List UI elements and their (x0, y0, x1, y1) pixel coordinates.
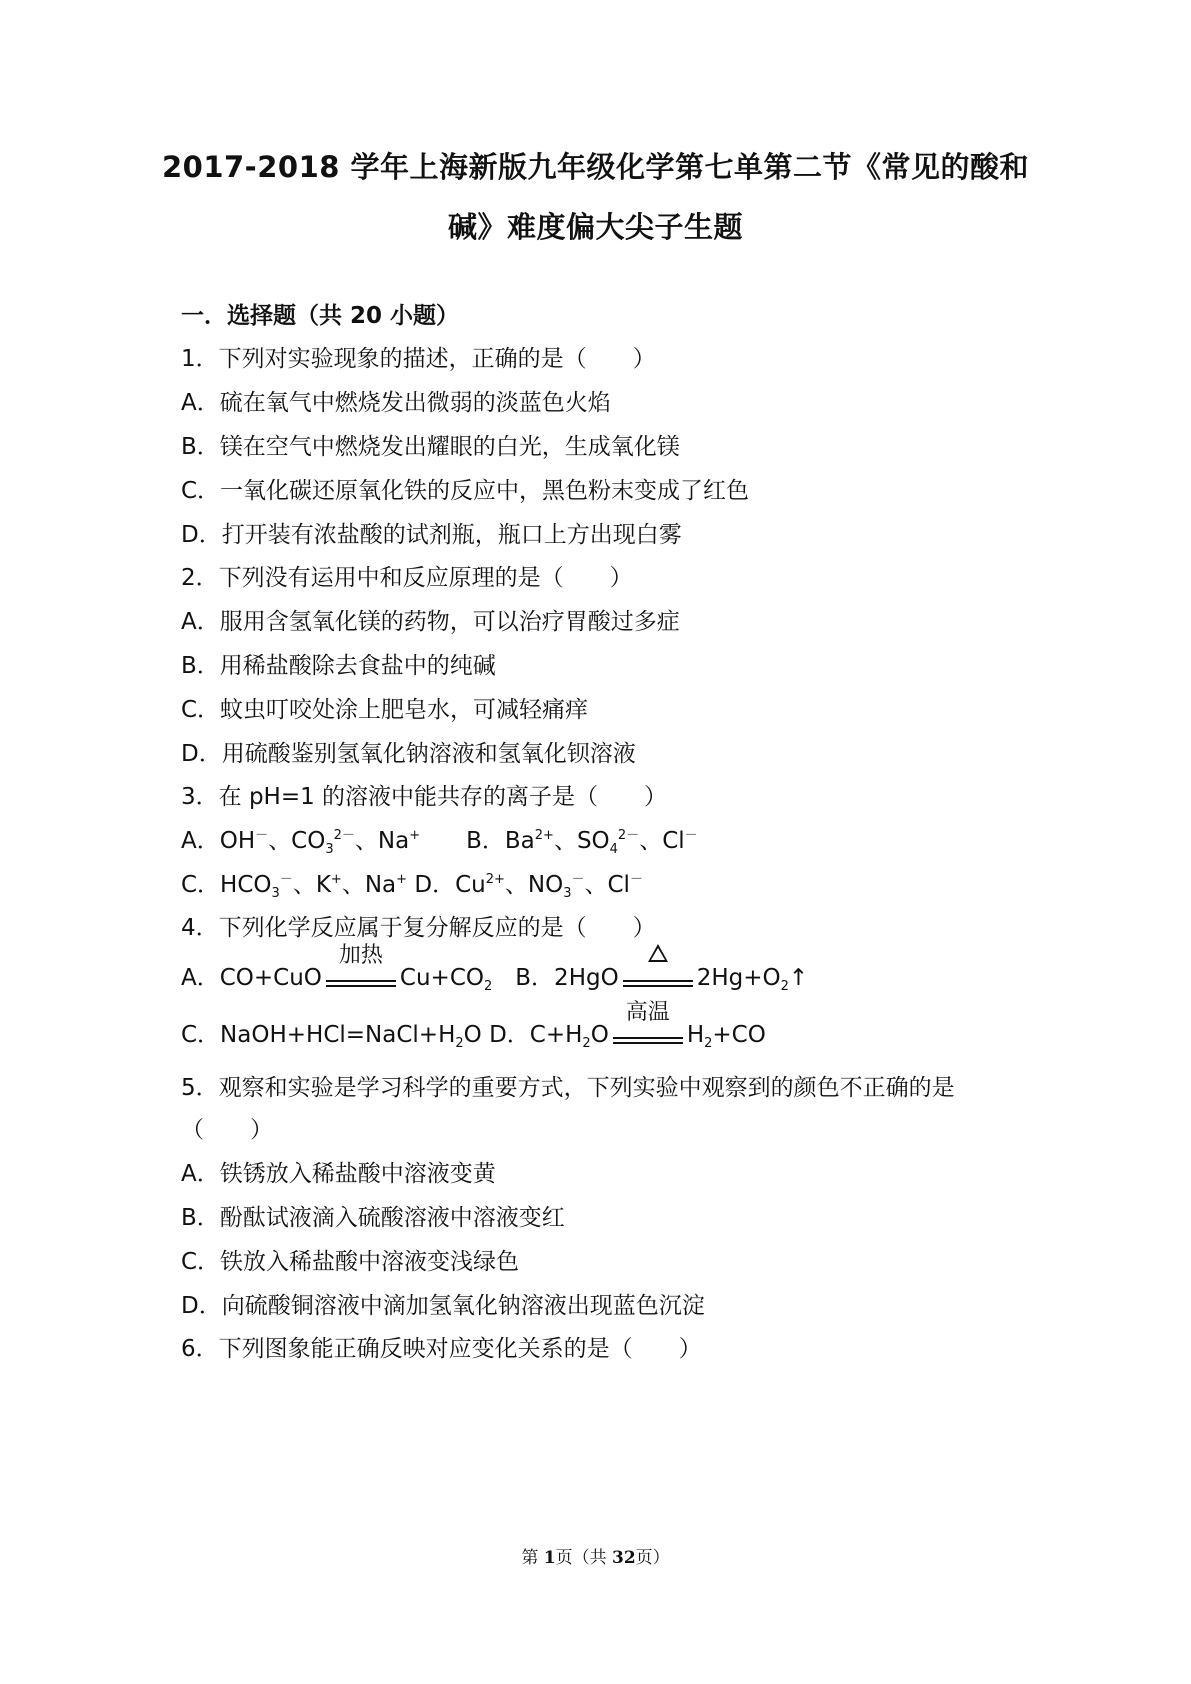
page-footer: 第 1页（共 32页） (521, 1548, 670, 1568)
condition-high-temp: 高温 (625, 1000, 670, 1025)
q1-option-c: C．一氧化碳还原氧化铁的反应中，黑色粉末变成了红色 (181, 478, 750, 504)
q3-stem: 3．在 pH=1 的溶液中能共存的离子是（ ） (181, 784, 668, 810)
q2-stem: 2．下列没有运用中和反应原理的是（ ） (181, 565, 633, 591)
q1-option-d: D．打开装有浓盐酸的试剂瓶，瓶口上方出现白雾 (181, 522, 682, 548)
delta-icon (619, 941, 697, 971)
page-title-line1: 2017-2018 学年上海新版九年级化学第七单第二节《常见的酸和 (161, 150, 1030, 184)
q3-options-ab: A．OH－、$CO_3^{2-}$、Na+ B．$Ba^{2+}$、$SO_4^{2-}$、Cl－ (181, 828, 698, 857)
q5-stem: 5．观察和实验是学习科学的重要方式，下列实验中观察到的颜色不正确的是 (181, 1075, 955, 1101)
q5-option-c: C．铁放入稀盐酸中溶液变浅绿色 (181, 1249, 520, 1275)
page-title-line2: 碱》难度偏大尖子生题 (447, 210, 743, 244)
q2-option-a: A．服用含氢氧化镁的药物，可以治疗胃酸过多症 (181, 609, 680, 635)
q4-options-ab: A．CO+CuO 加热 $Cu+CO_2$ B．2HgO $2Hg+O_2↑$ (181, 943, 809, 994)
condition-heat: 加热 (338, 943, 383, 968)
q4-stem: 4．下列化学反应属于复分解反应的是（ ） (181, 915, 656, 941)
q2-option-d: D．用硫酸鉴别氢氧化钠溶液和氢氧化钡溶液 (181, 741, 636, 767)
q2-option-c: C．蚊虫叮咬处涂上肥皂水，可减轻痛痒 (181, 697, 589, 723)
q3-options-cd: C．$HCO_3^-$、K+、Na+ D．$Cu^{2+}$、$NO_3^-$、Cl－ (181, 872, 643, 901)
page-total: 32 (611, 1548, 636, 1568)
q6-stem: 6．下列图象能正确反映对应变化关系的是（ ） (181, 1336, 702, 1362)
q5-paren: （ ） (181, 1117, 273, 1143)
reaction-arrow-heat (322, 943, 400, 993)
q1-option-a: A．硫在氧气中燃烧发出微弱的淡蓝色火焰 (181, 390, 611, 416)
section-heading: 一．选择题（共 20 小题） (181, 303, 460, 329)
q5-option-d: D．向硫酸铜溶液中滴加氢氧化钠溶液出现蓝色沉淀 (181, 1293, 705, 1319)
reaction-arrow-delta (619, 963, 697, 993)
q1-stem: 1．下列对实验现象的描述，正确的是（ ） (181, 346, 656, 372)
reaction-arrow-high-temp (609, 1000, 687, 1050)
q1-option-b: B．镁在空气中燃烧发出耀眼的白光，生成氧化镁 (181, 434, 680, 460)
q5-option-b: B．酚酞试液滴入硫酸溶液中溶液变红 (181, 1205, 565, 1231)
q2-option-b: B．用稀盐酸除去食盐中的纯碱 (181, 653, 496, 679)
q4-options-cd: C．$NaOH+HCl=NaCl+H_2O$ D．$C+H_2O$ 高温 $H_2+CO$ (181, 1000, 766, 1051)
page-number: 1 (543, 1548, 556, 1568)
q5-option-a: A．铁锈放入稀盐酸中溶液变黄 (181, 1161, 496, 1187)
